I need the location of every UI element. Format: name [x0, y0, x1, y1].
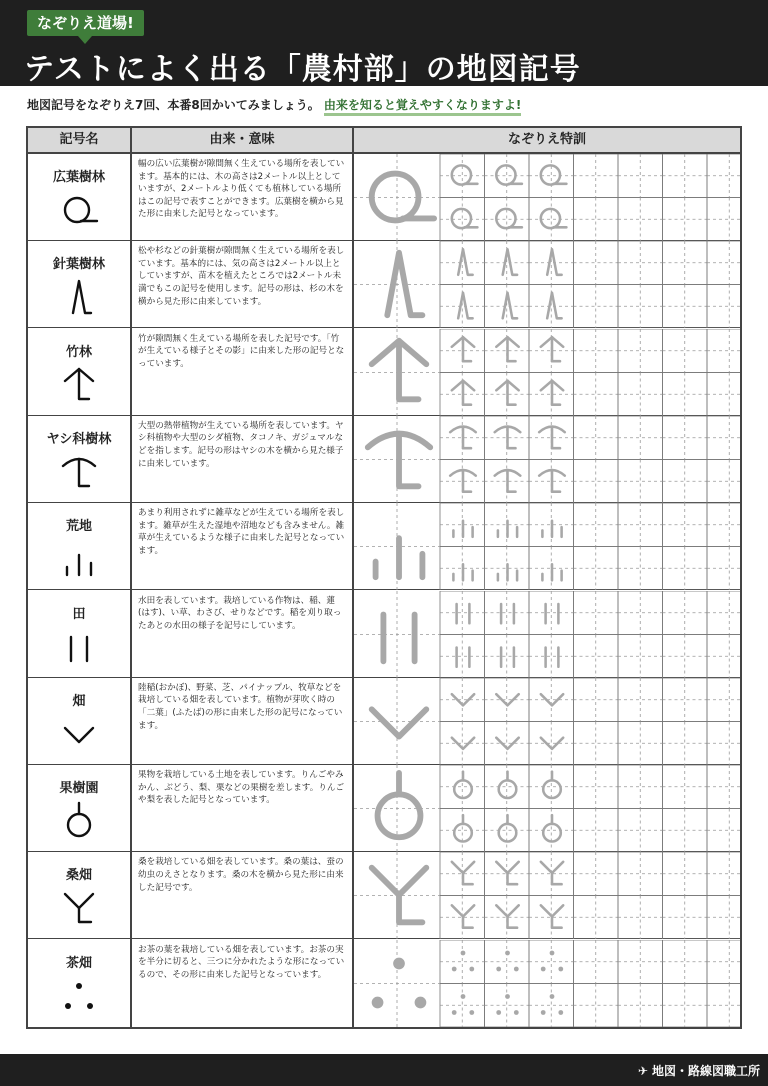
instruction-line — [27, 96, 521, 113]
dojo-badge: なぞりえ道場! — [27, 10, 144, 36]
trace-symbol — [452, 906, 474, 928]
conifer-forest-icon — [59, 277, 99, 317]
trace-symbol — [452, 950, 474, 971]
symbol-name-cell — [28, 765, 130, 851]
trace-symbol — [541, 994, 563, 1015]
trace-symbol — [541, 337, 563, 361]
symbol-name: 茶畑 — [65, 955, 92, 971]
trace-symbol — [501, 647, 514, 666]
page-title: テストによく出る「農村部」の地図記号 — [24, 52, 581, 87]
symbol-name-cell — [28, 329, 130, 415]
table-row — [28, 940, 740, 1027]
trace-symbol-large — [372, 868, 427, 923]
trace-symbol — [546, 604, 559, 623]
header-tracing-practice: なぞりえ特訓 — [507, 132, 586, 147]
trace-symbol-large — [372, 174, 434, 221]
tracing-practice-area[interactable] — [354, 154, 740, 240]
trace-symbol — [496, 380, 518, 404]
trace-symbol — [499, 772, 517, 798]
trace-symbol — [458, 249, 472, 275]
table-header — [28, 128, 740, 154]
table-row — [28, 503, 740, 590]
tracing-practice-area[interactable] — [354, 852, 740, 938]
symbol-name: 竹林 — [65, 344, 92, 360]
table-row — [28, 416, 740, 503]
symbol-name-cell — [28, 852, 130, 938]
symbol-name: 荒地 — [65, 519, 92, 535]
trace-symbol — [546, 647, 559, 666]
trace-symbol — [541, 950, 563, 971]
trace-symbol — [501, 604, 514, 623]
symbol-name-cell — [28, 678, 130, 764]
trace-symbol — [496, 862, 518, 884]
trace-symbol — [541, 906, 563, 928]
trace-symbol — [499, 815, 517, 841]
trace-symbol — [547, 249, 561, 275]
table-row — [28, 852, 740, 939]
origin-description: あまり利用されずに雑草などが生えている場所を表します。雑草が生えた湿地や沼地なども含みません。雑草が生えているような様子に由来した記号となっています。 — [138, 508, 345, 556]
trace-symbol-large — [376, 538, 423, 577]
symbol-name: 畑 — [72, 693, 86, 709]
mulberry-field-icon — [59, 888, 99, 928]
trace-symbol — [496, 906, 518, 928]
trace-symbol — [496, 337, 518, 361]
symbol-name: 広葉樹林 — [52, 170, 105, 185]
instruction-text: 地図記号をなぞりえ7回、本番8回かいてみましょう。 — [27, 98, 320, 112]
trace-symbol — [453, 564, 472, 580]
trace-symbol-large — [383, 614, 414, 661]
trace-symbol — [496, 950, 518, 971]
page-footer — [0, 1054, 768, 1086]
symbol-table — [26, 126, 742, 1029]
trace-symbol — [452, 337, 474, 361]
table-row — [28, 591, 740, 678]
trace-symbol-large — [372, 709, 427, 736]
symbol-name-cell — [28, 940, 130, 1027]
broadleaf-forest-icon — [59, 190, 99, 230]
symbol-name-cell — [28, 503, 130, 589]
bamboo-forest-icon — [59, 365, 99, 405]
trace-symbol — [452, 165, 478, 184]
tracing-practice-area[interactable] — [354, 678, 740, 764]
trace-symbol — [542, 564, 561, 580]
table-body — [28, 154, 740, 1027]
tracing-practice-area[interactable] — [354, 503, 740, 589]
origin-description: 果物を栽培している土地を表しています。りんごやみかん、ぶどう、梨、栗などの果樹を差します。りんごや梨を表した記号となっています。 — [138, 770, 345, 806]
trace-symbol — [454, 772, 472, 798]
symbol-name-cell — [28, 154, 130, 240]
instruction-highlight: 由来を知ると覚えやすくなりますよ! — [324, 98, 521, 116]
symbol-name: 田 — [72, 606, 86, 622]
trace-symbol-large — [372, 340, 427, 399]
orchard-icon — [59, 801, 99, 841]
trace-symbol — [496, 165, 522, 184]
trace-symbol — [452, 380, 474, 404]
trace-symbol — [496, 209, 522, 228]
footer-logo — [638, 1062, 760, 1079]
tracing-practice-area[interactable] — [354, 765, 740, 851]
trace-symbol — [498, 521, 517, 537]
table-row — [28, 678, 740, 765]
page-header — [0, 0, 768, 86]
trace-symbol — [452, 994, 474, 1015]
tracing-practice-area[interactable] — [354, 241, 740, 327]
symbol-name-cell — [28, 241, 130, 327]
table-row — [28, 765, 740, 852]
origin-description: お茶の葉を栽培している畑を表しています。お茶の実を半分に切ると、三つに分かれたような形になっているので、その形に由来した記号となっています。 — [138, 944, 345, 980]
origin-description: 桑を栽培している畑を表しています。桑の葉は、蚕の幼虫のえさとなります。桑の木を横から見た形に由来した記号です。 — [138, 857, 344, 893]
origin-description: 大型の熱帯植物が生えている場所を表しています。ヤシ科植物や大型のシダ植物、タコノキ、ガジュマルなどを指します。記号の形はヤシの木を横から見た様子に由来しています。 — [138, 420, 344, 469]
trace-symbol — [541, 165, 567, 184]
trace-symbol — [452, 862, 474, 884]
tracing-practice-area[interactable] — [354, 329, 740, 415]
trace-symbol — [498, 564, 517, 580]
trace-symbol — [457, 647, 470, 666]
trace-symbol — [541, 862, 563, 884]
table-row — [28, 241, 740, 328]
trace-symbol-large — [368, 434, 430, 487]
trace-symbol — [541, 209, 567, 228]
symbol-name-cell — [28, 591, 130, 677]
origin-description: 陸稲(おかぼ)、野菜、芝、パイナップル、牧草などを栽培している畑を表しています。植物が芽吹く時の「二葉」(ふたば)の形に由来した形の記号になっています。 — [138, 682, 343, 731]
trace-symbol — [543, 772, 561, 798]
trace-symbol — [541, 380, 563, 404]
trace-symbol — [503, 293, 517, 319]
badge-tail — [78, 36, 92, 44]
trace-symbol-large — [372, 957, 427, 1008]
logo-mark-icon: ✈ — [637, 1064, 648, 1078]
trace-symbol — [543, 815, 561, 841]
trace-symbol — [454, 815, 472, 841]
symbol-name: 針葉樹林 — [52, 257, 105, 273]
trace-symbol — [457, 604, 470, 623]
tracing-practice-area[interactable] — [354, 591, 740, 677]
palm-forest-icon — [59, 452, 99, 492]
tracing-practice-area[interactable] — [354, 940, 740, 1027]
table-row — [28, 329, 740, 416]
trace-symbol — [547, 293, 561, 319]
field-icon — [59, 714, 99, 754]
origin-description: 竹が隙間無く生えている場所を表した記号です。「竹が生えている様子とその影」に由来した形の記号となっています。 — [138, 333, 345, 369]
header-origin-meaning: 由来・意味 — [209, 132, 275, 147]
footer-logo-text: 地図・路線図職工所 — [651, 1064, 760, 1078]
trace-symbol-large — [387, 253, 422, 315]
trace-symbol — [542, 521, 561, 537]
symbol-name-cell — [28, 416, 130, 502]
trace-symbol-large — [378, 773, 421, 837]
rice-field-icon — [59, 627, 99, 667]
trace-symbol — [496, 994, 518, 1015]
trace-symbol — [452, 209, 478, 228]
tracing-practice-area[interactable] — [354, 416, 740, 502]
trace-symbol — [458, 293, 472, 319]
symbol-name: 桑畑 — [65, 868, 92, 884]
origin-description: 松や杉などの針葉樹が隙間無く生えている場所を表しています。基本的には、気の高さは2メートル以上としていますが、苗木を植えたところでは2メートル未満でもこの記号を使用します。記号の形は、杉の木を横から見た形に由来しています。 — [138, 246, 345, 307]
symbol-name: ヤシ科樹林 — [46, 431, 112, 447]
table-row — [28, 154, 740, 241]
header-symbol-name: 記号名 — [59, 132, 99, 147]
symbol-name: 果樹園 — [59, 781, 99, 797]
origin-description: 水田を表しています。栽培している作物は、稲、蓮(はす)、い草、わさび、せりなどです。稲を刈り取ったあとの水田の様子を記号にしています。 — [138, 595, 342, 631]
wasteland-icon — [59, 539, 99, 579]
trace-symbol — [453, 521, 472, 537]
tea-field-icon — [59, 976, 99, 1016]
trace-symbol — [503, 249, 517, 275]
origin-description: 幅の広い広葉樹が隙間無く生えている場所を表しています。基本的には、木の高さは2メートル以上としていますが、2メートルより低くても植林している場所はこの記号で表すことができます。広葉樹を横から見た形に由来した記号となっています。 — [138, 159, 345, 220]
